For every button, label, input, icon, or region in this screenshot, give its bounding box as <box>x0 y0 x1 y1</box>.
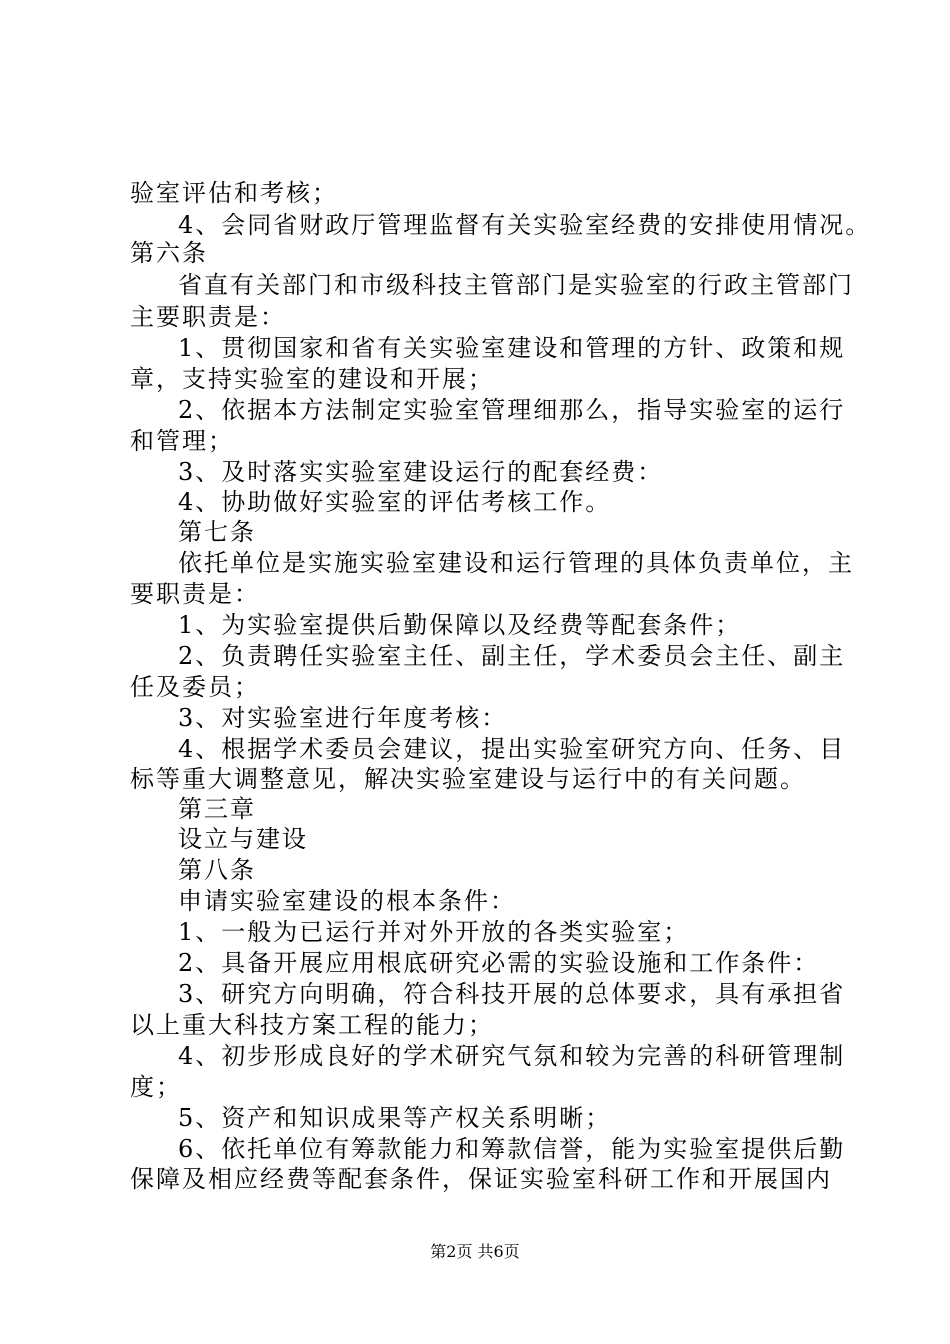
text-line: 1、为实验室提供后勤保障以及经费等配套条件； <box>178 611 742 639</box>
text-line: 要职责是： <box>130 580 260 608</box>
text-line: 4、会同省财政厅管理监督有关实验室经费的安排使用情况。 <box>178 211 872 239</box>
text-line: 标等重大调整意见，解决实验室建设与运行中的有关问题。 <box>130 765 806 793</box>
text-line: 度； <box>130 1073 182 1101</box>
text-line: 4、协助做好实验室的评估考核工作。 <box>178 488 612 516</box>
text-line: 申请实验室建设的根本条件： <box>178 887 516 915</box>
article-heading: 第七条 <box>178 518 256 546</box>
text-line: 和管理； <box>130 427 234 455</box>
text-line: 6、依托单位有筹款能力和筹款信誉，能为实验室提供后勤 <box>178 1135 846 1163</box>
text-line: 3、研究方向明确，符合科技开展的总体要求，具有承担省 <box>178 980 846 1008</box>
chapter-heading: 第三章 <box>178 795 256 823</box>
text-line: 依托单位是实施实验室建设和运行管理的具体负责单位，主 <box>178 549 854 577</box>
article-heading: 第六条 <box>130 239 208 267</box>
text-line: 主要职责是： <box>130 303 286 331</box>
text-line: 5、资产和知识成果等产权关系明晰； <box>178 1104 612 1132</box>
text-line: 任及委员； <box>130 673 260 701</box>
text-line: 2、负责聘任实验室主任、副主任，学术委员会主任、副主 <box>178 642 846 670</box>
text-line: 2、具备开展应用根底研究必需的实验设施和工作条件： <box>178 949 820 977</box>
text-line: 章，支持实验室的建设和开展； <box>130 365 494 393</box>
text-line: 验室评估和考核； <box>130 179 338 207</box>
page-number: 第2页 共6页 <box>430 1242 520 1261</box>
text-line: 省直有关部门和市级科技主管部门是实验室的行政主管部门 <box>178 271 854 299</box>
text-line: 以上重大科技方案工程的能力； <box>130 1011 494 1039</box>
text-line: 1、一般为已运行并对外开放的各类实验室； <box>178 918 690 946</box>
text-line: 保障及相应经费等配套条件，保证实验室科研工作和开展国内 <box>130 1165 832 1193</box>
text-line: 1、贯彻国家和省有关实验室建设和管理的方针、政策和规 <box>178 334 846 362</box>
text-line: 3、及时落实实验室建设运行的配套经费： <box>178 458 664 486</box>
article-heading: 第八条 <box>178 856 256 884</box>
text-line: 2、依据本方法制定实验室管理细那么，指导实验室的运行 <box>178 396 846 424</box>
text-line: 3、对实验室进行年度考核： <box>178 704 508 732</box>
chapter-title: 设立与建设 <box>178 825 308 853</box>
text-line: 4、根据学术委员会建议，提出实验室研究方向、任务、目 <box>178 735 846 763</box>
text-line: 4、初步形成良好的学术研究气氛和较为完善的科研管理制 <box>178 1042 846 1070</box>
